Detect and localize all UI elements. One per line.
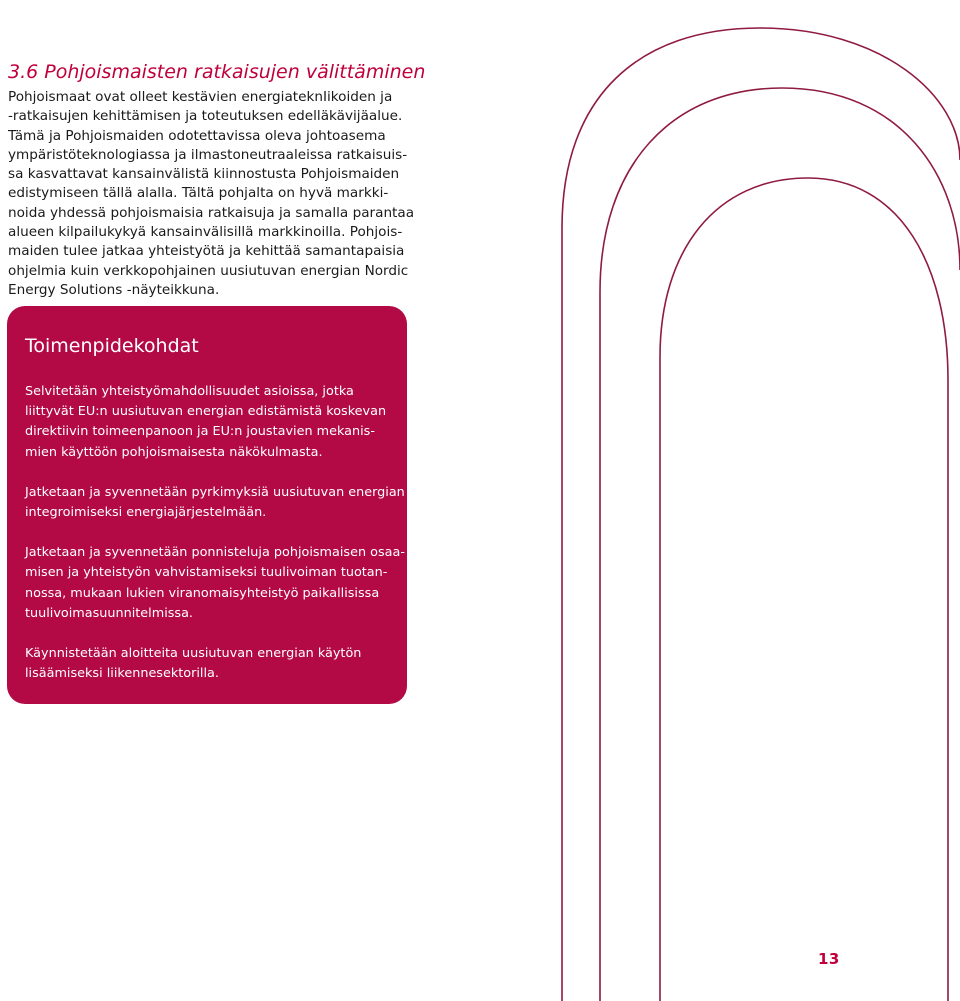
- body-line: maiden tulee jatkaa yhteistyötä ja kehittää samantapaisia: [8, 243, 405, 260]
- body-line: ohjelmia kuin verkkopohjainen uusiutuvan energian Nordic: [8, 262, 409, 279]
- section-title: 3.6 Pohjoismaisten ratkaisujen välittäminen: [8, 61, 426, 83]
- action-points-title: Toimenpidekohdat: [25, 335, 199, 357]
- action-line: nossa, mukaan lukien viranomaisyhteistyö paikallisissa: [25, 585, 380, 601]
- body-line: ympäristöteknologiassa ja ilmastoneutraaleissa ratkaisuis-: [8, 146, 408, 163]
- decor-curve-inner: [660, 178, 948, 1001]
- body-paragraph: [8, 88, 415, 300]
- body-line: Tämä ja Pohjoismaiden odotettavissa oleva johtoasema: [8, 127, 386, 144]
- body-line: Energy Solutions -näyteikkuna.: [8, 281, 220, 298]
- action-item: [25, 644, 389, 684]
- decor-curve-middle: [600, 88, 960, 1001]
- action-line: liittyvät EU:n uusiutuvan energian edistämistä koskevan: [25, 404, 387, 420]
- action-line: Jatketaan ja syvennetään pyrkimyksiä uusiutuvan energian: [25, 484, 405, 500]
- action-line: Selvitetään yhteistyömahdollisuudet asioissa, jotka: [25, 384, 354, 399]
- action-item: [25, 382, 389, 463]
- action-line: mien käyttöön pohjoismaisesta näkökulmasta.: [25, 444, 323, 460]
- body-line: Pohjoismaat ovat olleet kestävien energiateknIikoiden ja: [8, 89, 393, 105]
- body-line: -ratkaisujen kehittämisen ja toteutuksen edelläkävijäalue.: [8, 108, 403, 125]
- action-item: [25, 483, 405, 523]
- action-line: tuulivoimasuunnitelmissa.: [25, 605, 193, 621]
- action-item: [25, 543, 405, 624]
- action-line: misen ja yhteistyön vahvistamiseksi tuulivoiman tuotan-: [25, 565, 388, 581]
- page-number: 13: [818, 950, 840, 968]
- action-line: Käynnistetään aloitteita uusiutuvan energian käytön: [25, 646, 362, 662]
- action-line: direktiivin toimeenpanoon ja EU:n joustavien mekanis-: [25, 424, 375, 440]
- action-line: integroimiseksi energiajärjestelmään.: [25, 505, 267, 521]
- action-line: Jatketaan ja syvennetään ponnisteluja pohjoismaisen osaa-: [25, 545, 405, 561]
- body-line: sa kasvattavat kansainvälistä kiinnostusta Pohjoismaiden: [8, 166, 400, 183]
- action-points-box: [7, 306, 407, 704]
- body-line: noida yhdessä pohjoismaisia ratkaisuja ja samalla parantaa: [8, 204, 415, 221]
- decor-curve-outer: [562, 28, 960, 1001]
- body-line: alueen kilpailukykyä kansainvälisillä markkinoilla. Pohjois-: [8, 224, 403, 241]
- action-line: lisäämiseksi liikennesektorilla.: [25, 666, 219, 682]
- body-line: edistymiseen tällä alalla. Tältä pohjalta on hyvä markki-: [8, 185, 389, 202]
